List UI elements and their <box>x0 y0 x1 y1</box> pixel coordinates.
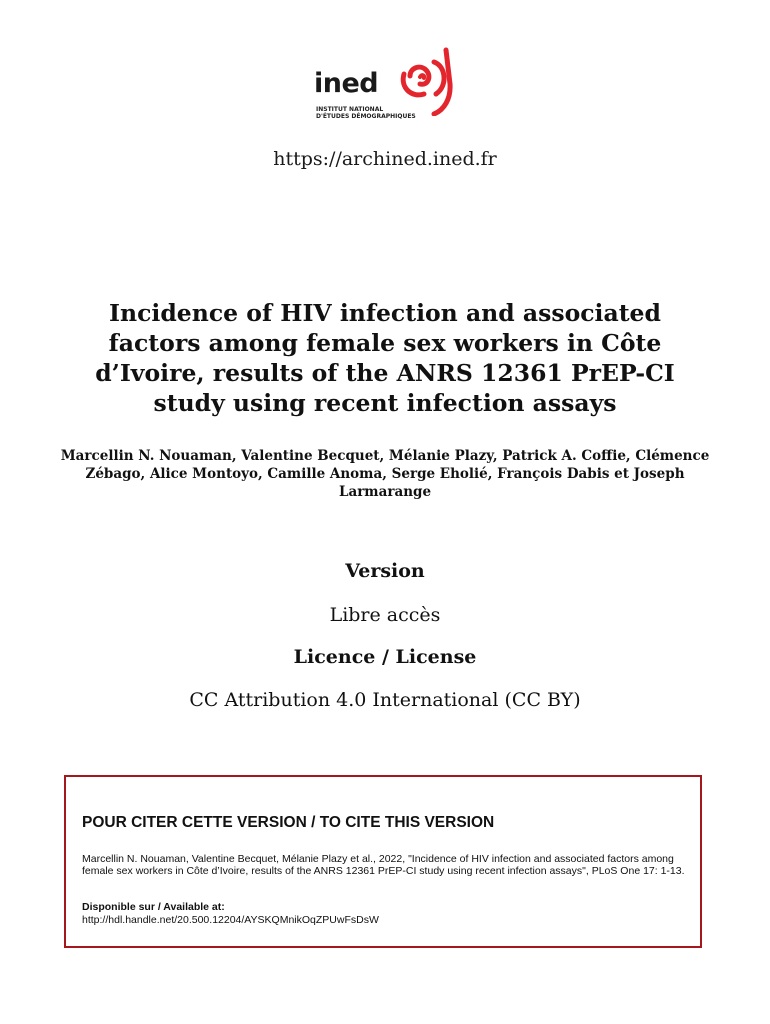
availability-label: Disponible sur / Available at: <box>82 901 225 913</box>
document-title: Incidence of HIV infection and associated factors among female sex workers in Côte d’Ivoire, results of the ANRS 12361 PrEP-CI study using recent infection assays <box>95 299 675 417</box>
license-value: CC Attribution 4.0 International (CC BY) <box>189 689 581 711</box>
handle-link[interactable]: http://hdl.handle.net/20.500.12204/AYSKQMnikOqZPUwFsDsW <box>82 914 379 926</box>
version-value: Libre accès <box>329 604 441 626</box>
logo-subtitle-line-1: INSTITUT NATIONAL <box>316 106 384 113</box>
logo-wordmark: ined <box>314 68 379 99</box>
archive-url[interactable]: https://archined.ined.fr <box>273 148 497 170</box>
logo-subtitle-line-2: D'ÉTUDES DÉMOGRAPHIQUES <box>316 113 416 120</box>
author-list: Marcellin N. Nouaman, Valentine Becquet, Mélanie Plazy, Patrick A. Coffie, Clémence Zébago, Alice Montoyo, Camille Anoma, Serge Eholié, François Dabis et Joseph Larmarange <box>60 448 710 500</box>
citation-box <box>64 775 702 948</box>
ined-spiral-logo-icon <box>394 44 460 116</box>
citation-text: Marcellin N. Nouaman, Valentine Becquet, Mélanie Plazy et al., 2022, "Incidence of HIV infection and associated factors among female sex workers in Côte d’Ivoire, results of the ANRS 12361 PrEP-CI study using recent infection assays", PLoS One 17: 1-13. <box>82 853 685 877</box>
license-label: Licence / License <box>293 646 477 668</box>
citation-heading: POUR CITER CETTE VERSION / TO CITE THIS VERSION <box>82 814 495 831</box>
ined-logo <box>314 44 464 124</box>
version-label: Version <box>345 560 425 582</box>
